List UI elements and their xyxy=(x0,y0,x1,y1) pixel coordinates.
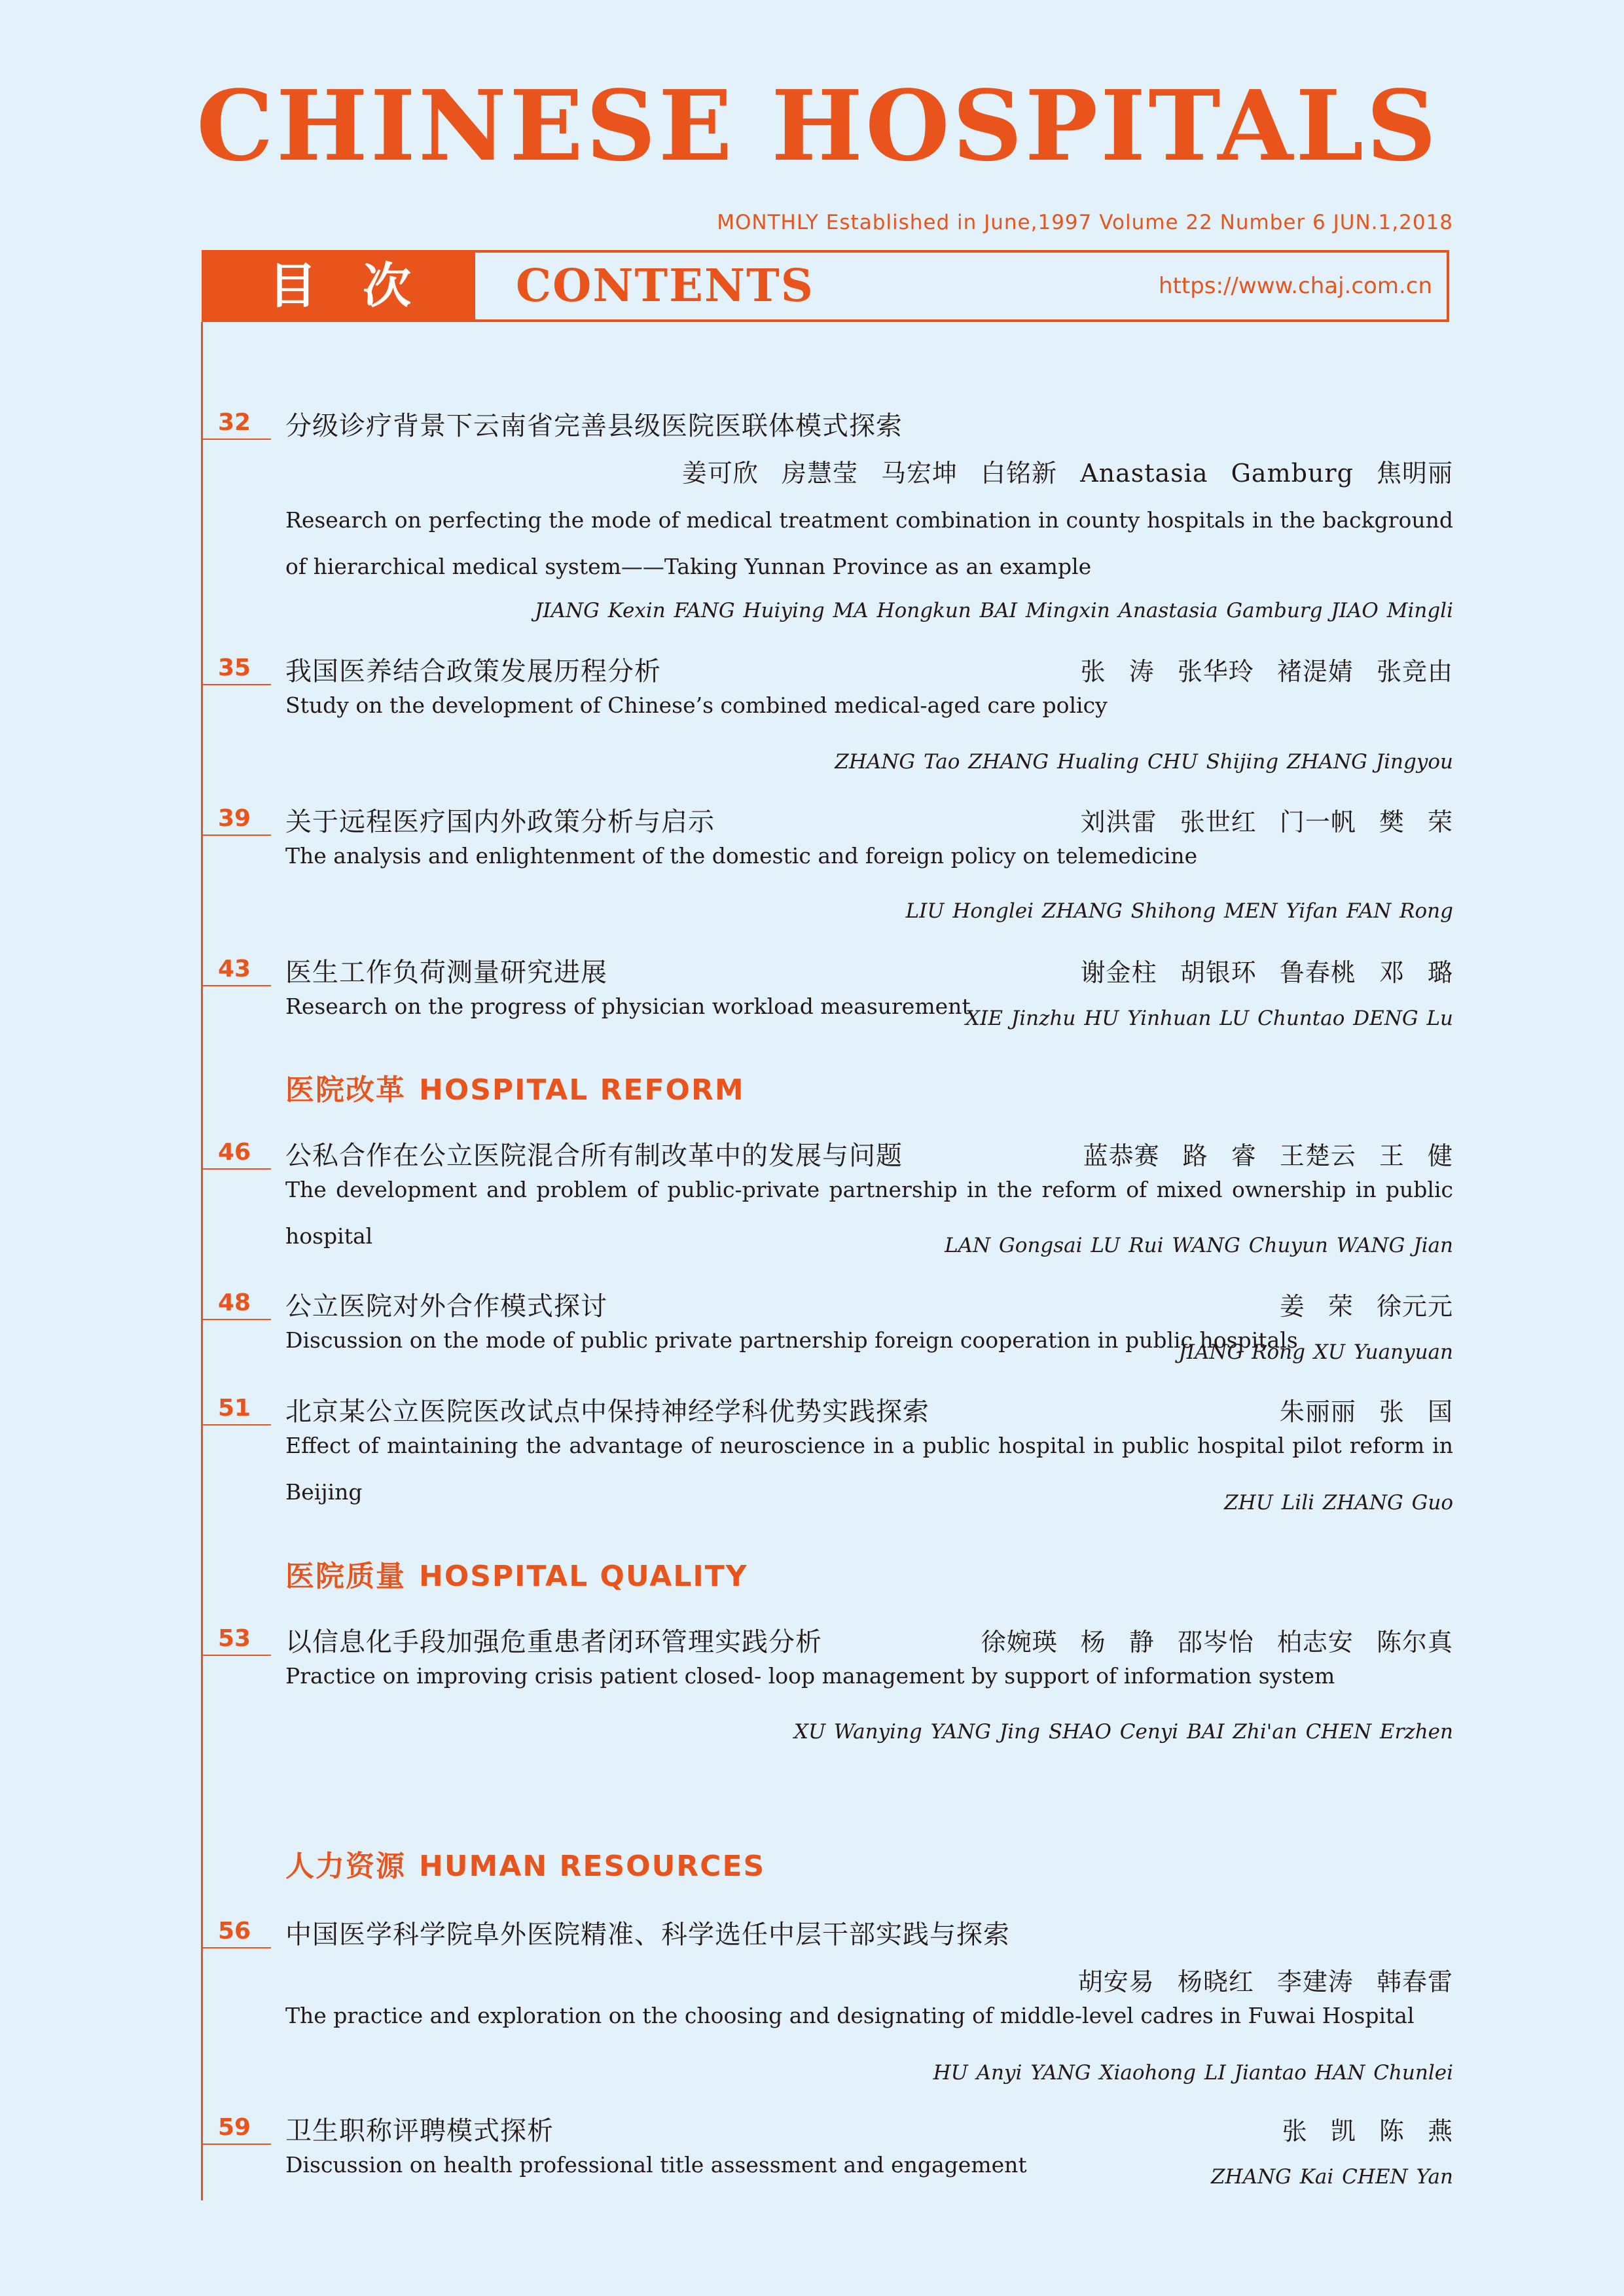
authors-en: ZHANG Kai CHEN Yan xyxy=(1211,2165,1453,2189)
authors-en: HU Anyi YANG Xiaohong LI Jiantao HAN Chunlei xyxy=(933,2061,1453,2085)
page-tick-rule xyxy=(203,834,271,836)
page-tick-rule xyxy=(203,1319,271,1320)
authors-cn: 刘洪雷 张世红 门一帆 樊 荣 xyxy=(1080,808,1453,836)
article-title-en[interactable]: The analysis and enlightenment of the domestic and foreign policy on telemedicine xyxy=(285,843,1198,869)
section-heading xyxy=(285,1557,748,1596)
section-title-cn: 人力资源 xyxy=(285,1850,406,1883)
article-title-en[interactable]: Research on perfecting the mode of medical treatment combination in county hospitals in the background of hierarchical medical system——Taking Yunnan Province as an example xyxy=(285,507,1453,579)
section-title-en: HOSPITAL QUALITY xyxy=(419,1560,748,1593)
page-tick-rule xyxy=(203,2144,271,2145)
page-tick-rule xyxy=(203,985,271,986)
page-tick-rule xyxy=(203,439,271,440)
article-title-en[interactable]: Research on the progress of physician workload measurement xyxy=(285,994,971,1019)
article-title-cn[interactable]: 公立医院对外合作模式探讨 xyxy=(285,1291,607,1321)
page-number: 59 xyxy=(218,2114,251,2141)
article-title-en[interactable]: Discussion on the mode of public private partnership foreign cooperation in public hospitals xyxy=(285,1327,1298,1353)
section-heading xyxy=(285,1847,765,1886)
page-tick-rule xyxy=(203,1655,271,1656)
page-number: 32 xyxy=(218,409,251,436)
article-title-cn[interactable]: 公私合作在公立医院混合所有制改革中的发展与问题 xyxy=(285,1141,903,1171)
contents-banner xyxy=(202,250,1449,322)
page-number: 56 xyxy=(218,1918,251,1945)
article-title-en[interactable]: The practice and exploration on the choosing and designating of middle-level cadres in Fuwai Hospital xyxy=(285,2003,1415,2028)
section-title-cn: 医院改革 xyxy=(285,1073,406,1107)
page-tick-rule xyxy=(203,1168,271,1170)
authors-en: ZHANG Tao ZHANG Hualing CHU Shijing ZHANG Jingyou xyxy=(835,750,1453,774)
contents-cn-label: 目次 xyxy=(204,253,475,319)
page-number: 48 xyxy=(218,1289,251,1316)
authors-cn: 谢金柱 胡银环 鲁春桃 邓 璐 xyxy=(1080,958,1453,987)
section-title-cn: 医院质量 xyxy=(285,1560,406,1593)
authors-cn: 姜可欣 房慧莹 马宏坤 白铭新 Anastasia Gamburg 焦明丽 xyxy=(681,459,1453,488)
authors-en: JIANG Kexin FANG Huiying MA Hongkun BAI Mingxin Anastasia Gamburg JIAO Mingli xyxy=(534,599,1453,622)
article-title-cn[interactable]: 分级诊疗背景下云南省完善县级医院医联体模式探索 xyxy=(285,411,903,441)
authors-cn: 徐婉瑛 杨 静 邵岑怡 柏志安 陈尔真 xyxy=(981,1628,1453,1657)
authors-cn: 朱丽丽 张 国 xyxy=(1279,1397,1453,1426)
article-title-cn[interactable]: 以信息化手段加强危重患者闭环管理实践分析 xyxy=(285,1627,822,1657)
authors-en: XU Wanying YANG Jing SHAO Cenyi BAI Zhi'an CHEN Erzhen xyxy=(793,1720,1453,1744)
page-tick-rule xyxy=(203,1947,271,1948)
section-title-en: HOSPITAL REFORM xyxy=(419,1073,745,1107)
page-number: 51 xyxy=(218,1395,251,1422)
page-tick-rule xyxy=(203,1424,271,1426)
authors-cn: 胡安易 杨晓红 李建涛 韩春雷 xyxy=(1077,1967,1453,1996)
article-title-cn[interactable]: 关于远程医疗国内外政策分析与启示 xyxy=(285,807,715,837)
website-link[interactable]: https://www.chaj.com.cn xyxy=(1159,273,1432,299)
article-title-en[interactable]: The development and problem of public-private partnership in the reform of mixed ownership in public hospital xyxy=(285,1177,1453,1249)
authors-cn: 姜 荣 徐元元 xyxy=(1279,1292,1453,1321)
page-number: 39 xyxy=(218,805,251,832)
authors-en: LIU Honglei ZHANG Shihong MEN Yifan FAN Rong xyxy=(905,899,1453,923)
article-title-cn[interactable]: 我国医养结合政策发展历程分析 xyxy=(285,656,661,687)
page-tick-rule xyxy=(203,684,271,685)
article-title-en[interactable]: Effect of maintaining the advantage of neuroscience in a public hospital in public hospital pilot reform in Beijing xyxy=(285,1433,1453,1505)
journal-masthead: CHINESE HOSPITALS xyxy=(196,69,1439,183)
authors-cn: 张 涛 张华玲 褚湜婧 张竞由 xyxy=(1080,657,1453,686)
section-title-en: HUMAN RESOURCES xyxy=(419,1850,766,1883)
page-number: 35 xyxy=(218,655,251,681)
article-title-cn[interactable]: 医生工作负荷测量研究进展 xyxy=(285,958,607,988)
issue-info: MONTHLY Established in June,1997 Volume 22 Number 6 JUN.1,2018 xyxy=(717,211,1453,234)
article-title-en[interactable]: Practice on improving crisis patient closed- loop management by support of information system xyxy=(285,1663,1335,1689)
authors-cn: 蓝恭赛 路 睿 王楚云 王 健 xyxy=(1083,1141,1453,1170)
article-title-cn[interactable]: 中国医学科学院阜外医院精准、科学选任中层干部实践与探索 xyxy=(285,1920,1010,1950)
authors-en: ZHU Lili ZHANG Guo xyxy=(1224,1491,1453,1515)
article-title-en[interactable]: Discussion on health professional title assessment and engagement xyxy=(285,2152,1027,2178)
contents-left-rule xyxy=(201,322,203,2200)
page-number: 53 xyxy=(218,1625,251,1652)
article-title-en[interactable]: Study on the development of Chinese’s combined medical-aged care policy xyxy=(285,692,1108,718)
contents-en-label: CONTENTS xyxy=(516,260,814,312)
authors-en: LAN Gongsai LU Rui WANG Chuyun WANG Jian xyxy=(945,1234,1453,1257)
section-heading xyxy=(285,1071,745,1110)
article-title-cn[interactable]: 卫生职称评聘模式探析 xyxy=(285,2116,554,2146)
authors-en: XIE Jinzhu HU Yinhuan LU Chuntao DENG Lu xyxy=(965,1007,1453,1030)
article-title-cn[interactable]: 北京某公立医院医改试点中保持神经学科优势实践探索 xyxy=(285,1397,929,1427)
authors-en: JIANG Rong XU Yuanyuan xyxy=(1178,1340,1453,1364)
page-number: 43 xyxy=(218,956,251,982)
page-number: 46 xyxy=(218,1139,251,1166)
authors-cn: 张 凯 陈 燕 xyxy=(1282,2117,1453,2145)
